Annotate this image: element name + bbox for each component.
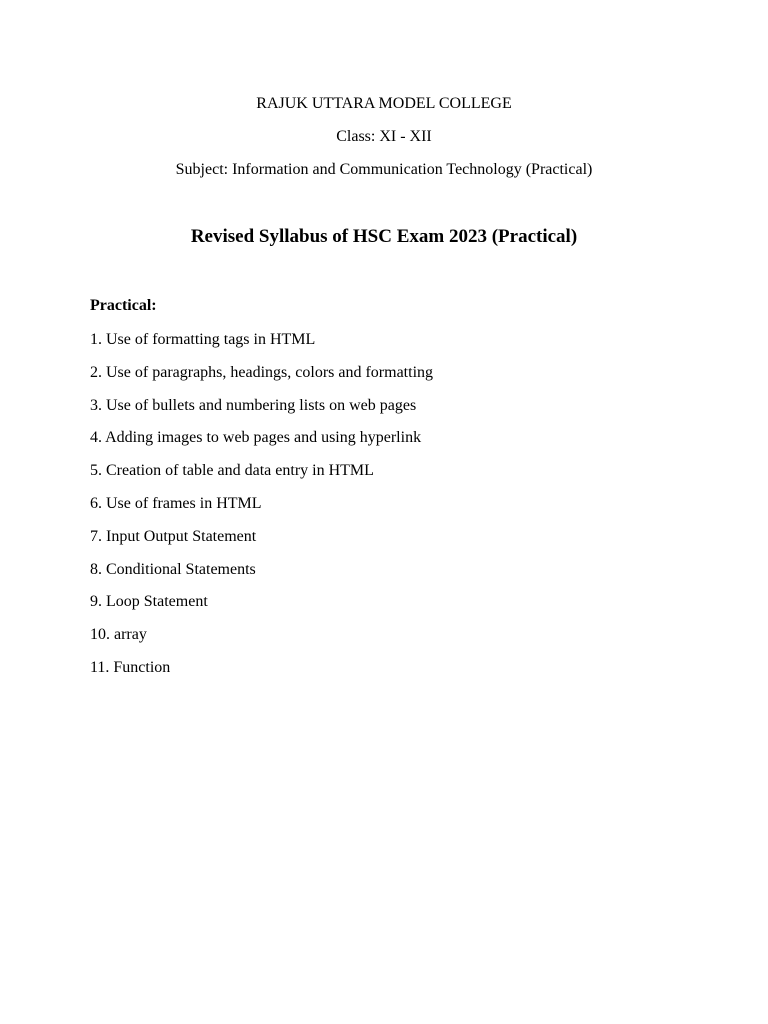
list-item: 1. Use of formatting tags in HTML (90, 331, 316, 348)
document-title: Revised Syllabus of HSC Exam 2023 (Practical) (190, 226, 578, 247)
list-item: 9. Loop Statement (90, 593, 208, 611)
practical-heading: Practical: (90, 297, 157, 314)
subject-line: Subject: Information and Communication Technology (Practical) (175, 161, 593, 178)
list-item: 3. Use of bullets and numbering lists on web pages (90, 396, 417, 414)
practical-list (90, 330, 433, 691)
college-name: RAJUK UTTARA MODEL COLLEGE (256, 95, 512, 112)
list-item: 7. Input Output Statement (90, 527, 257, 545)
list-item: 8. Conditional Statements (90, 560, 256, 578)
list-item: 5. Creation of table and data entry in HTML (90, 462, 374, 480)
list-item: 2. Use of paragraphs, headings, colors and formatting (90, 363, 434, 381)
list-item: 6. Use of frames in HTML (90, 494, 262, 512)
class-line: Class: XI - XII (336, 128, 432, 145)
list-item: 10. array (90, 626, 147, 644)
list-item: 11. Function (90, 658, 171, 676)
list-item: 4. Adding images to web pages and using hyperlink (90, 429, 422, 447)
